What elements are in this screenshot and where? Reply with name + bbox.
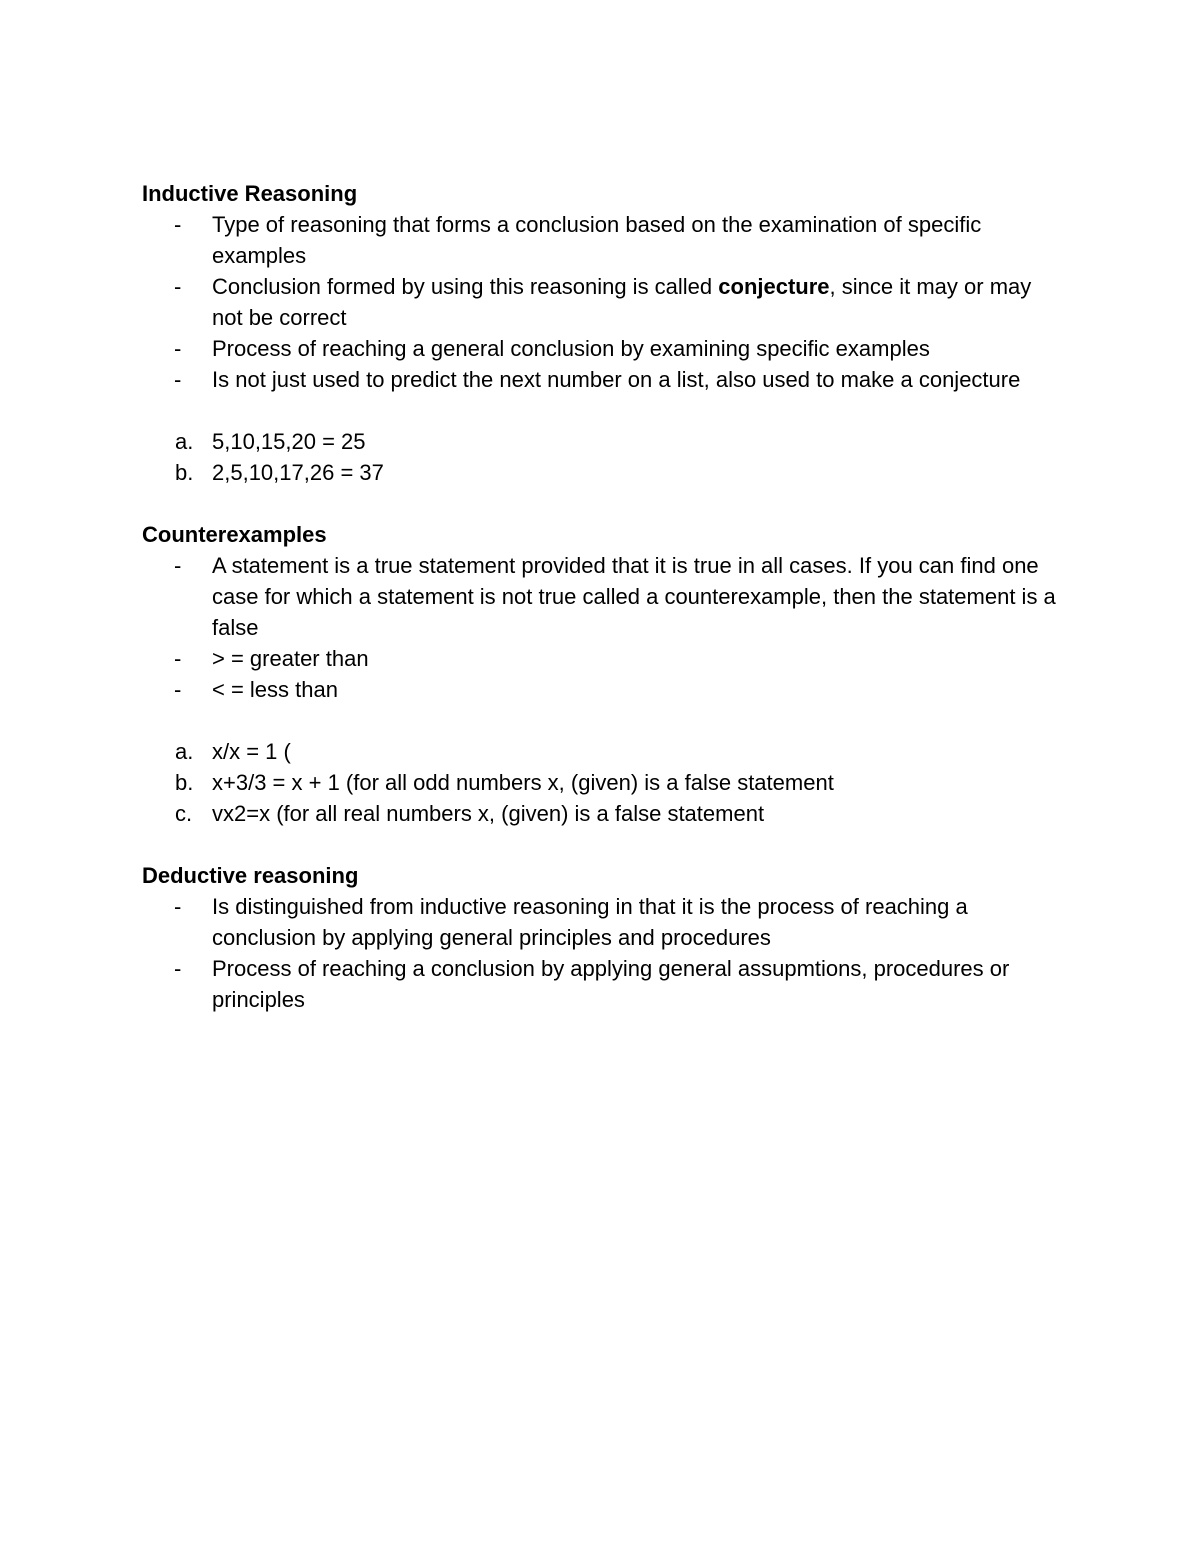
bullet-marker: - [174, 274, 182, 299]
list-item [142, 953, 1062, 1015]
bullet-text: Process of reaching a general conclusion by examining specific examples [212, 336, 930, 361]
list-item [142, 891, 1062, 953]
bullet-marker: - [174, 956, 182, 981]
bullet-text-after: , since it may or may not be correct [212, 274, 1032, 330]
alpha-marker: c. [175, 801, 193, 826]
bullet-marker: - [174, 553, 182, 578]
bullet-text: A statement is a true statement provided that it is true in all cases. If you can find one case for which a statement is not true called a counterexample, then the statement is a false [212, 553, 1056, 640]
example-text: 5,10,15,20 = 25 [212, 429, 366, 454]
spacer [142, 488, 1062, 519]
bullet-text: Process of reaching a conclusion by applying general assupmtions, procedures or principles [212, 956, 1010, 1012]
section-heading-inductive: Inductive Reasoning [142, 181, 358, 206]
bullet-text: Type of reasoning that forms a conclusion based on the examination of specific examples [212, 212, 982, 268]
bullet-marker: - [174, 894, 182, 919]
list-item [142, 550, 1062, 643]
list-item [142, 643, 1062, 674]
alpha-marker: b. [175, 460, 194, 485]
list-item [142, 364, 1062, 395]
counter-bullet-list [142, 550, 1062, 705]
example-text: x/x = 1 ( [212, 739, 291, 764]
bold-term-conjecture: conjecture [718, 274, 830, 299]
spacer [142, 829, 1062, 860]
bullet-text: < = less than [212, 677, 338, 702]
alpha-marker: a. [175, 429, 194, 454]
bullet-marker: - [174, 336, 182, 361]
list-item [142, 798, 1062, 829]
example-text: 2,5,10,17,26 = 37 [212, 460, 384, 485]
bullet-text-before: Conclusion formed by using this reasoning is called [212, 274, 719, 299]
document-content [142, 178, 1062, 1015]
spacer [142, 395, 1062, 426]
deductive-bullet-list [142, 891, 1062, 1015]
bullet-marker: - [174, 646, 182, 671]
inductive-bullet-list [142, 209, 1062, 395]
bullet-marker: - [174, 367, 182, 392]
example-text: vx2=x (for all real numbers x, (given) is a false statement [212, 801, 765, 826]
alpha-marker: a. [175, 739, 194, 764]
bullet-text: > = greater than [212, 646, 369, 671]
list-item [142, 767, 1062, 798]
list-item [142, 271, 1062, 333]
spacer [142, 705, 1062, 736]
alpha-marker: b. [175, 770, 194, 795]
list-item [142, 333, 1062, 364]
section-heading-counterexamples: Counterexamples [142, 522, 327, 547]
bullet-marker: - [174, 677, 182, 702]
list-item [142, 457, 1062, 488]
list-item [142, 209, 1062, 271]
bullet-marker: - [174, 212, 182, 237]
bullet-text: Is distinguished from inductive reasoning in that it is the process of reaching a conclusion by applying general principles and procedures [212, 894, 968, 950]
inductive-example-list [142, 426, 1062, 488]
list-item [142, 426, 1062, 457]
list-item [142, 736, 1062, 767]
section-heading-deductive: Deductive reasoning [142, 863, 359, 888]
counter-example-list [142, 736, 1062, 829]
example-text: x+3/3 = x + 1 (for all odd numbers x, (given) is a false statement [212, 770, 834, 795]
list-item [142, 674, 1062, 705]
bullet-text: Is not just used to predict the next number on a list, also used to make a conjecture [212, 367, 1021, 392]
